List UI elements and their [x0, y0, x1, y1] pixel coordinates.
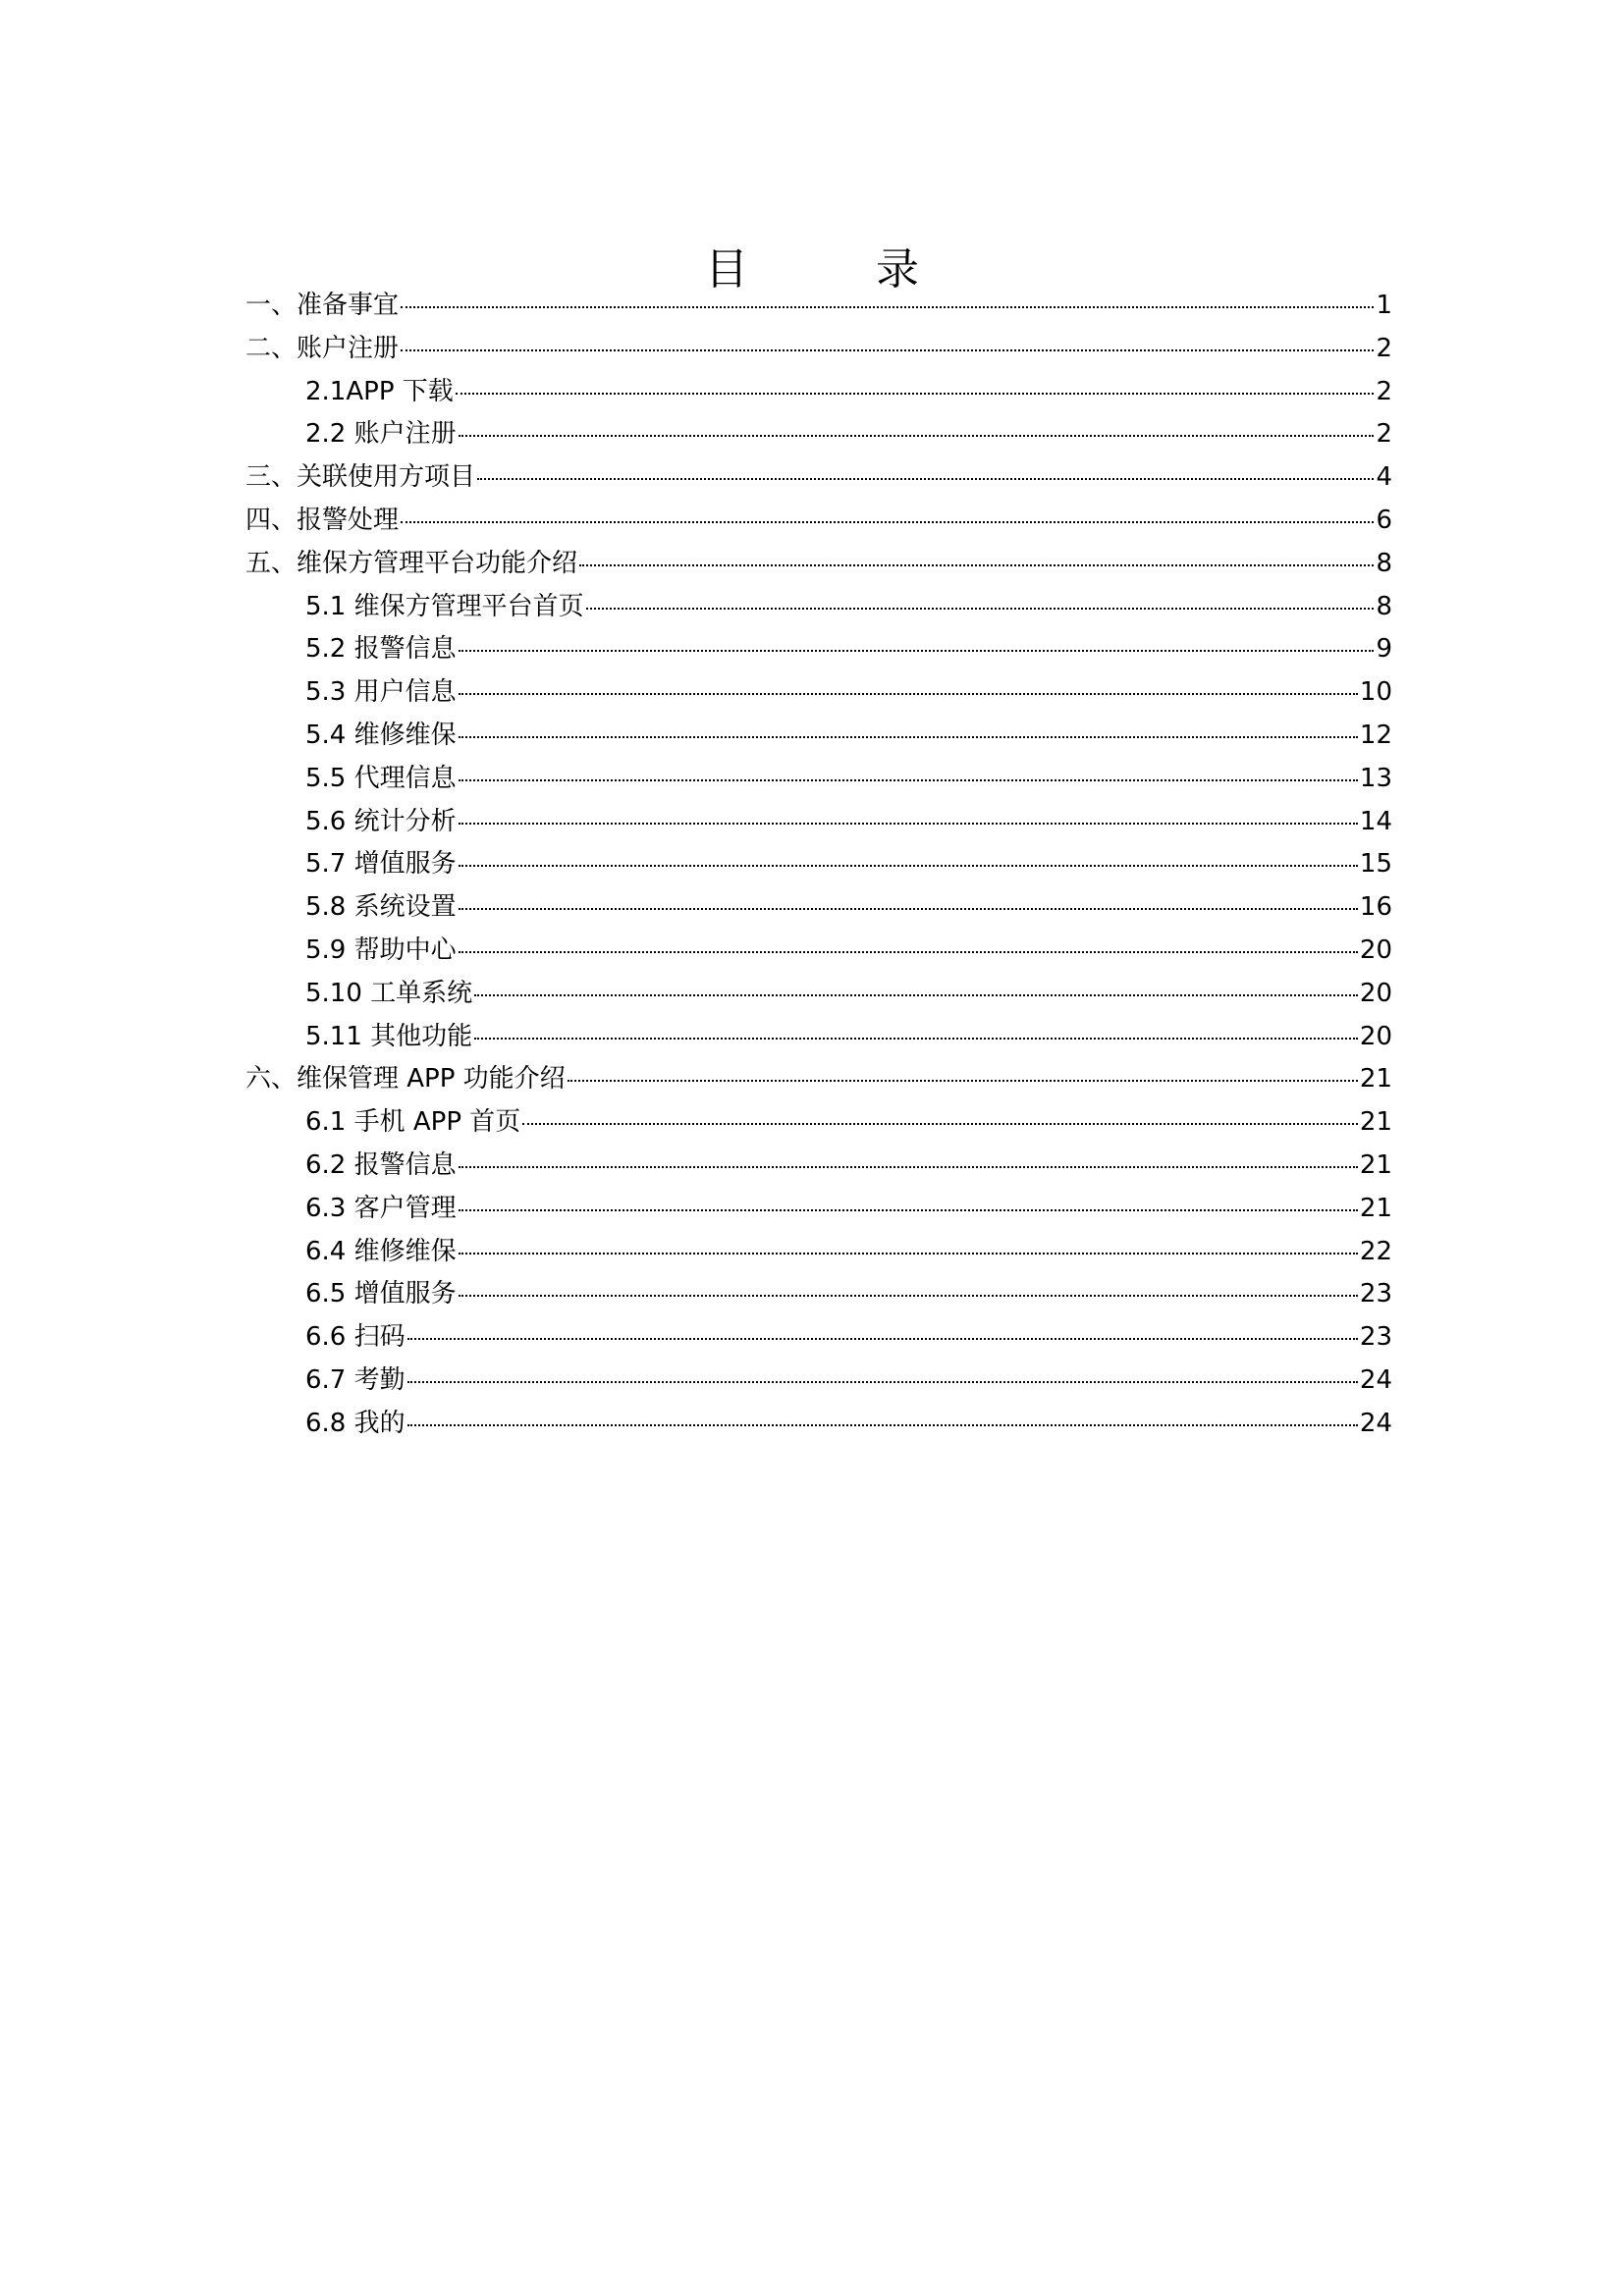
toc-entry-label: 5.8 系统设置 [305, 892, 457, 923]
toc-entry-label: 6.5 增值服务 [305, 1279, 457, 1309]
toc-entry-label: 5.4 维修维保 [305, 720, 457, 750]
toc-entry[interactable] [245, 1360, 1392, 1403]
toc-dot-leader [474, 1038, 1358, 1040]
toc-entry-page-number: 20 [1359, 1021, 1392, 1051]
toc-entry-label: 5.1 维保方管理平台首页 [305, 591, 584, 621]
toc-dot-leader [459, 1295, 1358, 1297]
toc-entry-label: 2.1APP 下载 [305, 376, 454, 406]
toc-dot-leader [459, 693, 1358, 695]
toc-entry-page-number: 16 [1359, 892, 1392, 923]
toc-entry-page-number: 21 [1359, 1149, 1392, 1180]
toc-dot-leader [477, 478, 1374, 480]
table-of-contents [245, 285, 1392, 1446]
toc-entry[interactable] [245, 586, 1392, 629]
toc-entry-page-number: 9 [1376, 634, 1392, 665]
toc-dot-leader [459, 1166, 1358, 1168]
toc-entry-page-number: 10 [1359, 677, 1392, 708]
toc-entry-label: 5.10 工单系统 [305, 978, 473, 1008]
toc-entry-page-number: 21 [1359, 1193, 1392, 1223]
toc-entry[interactable] [245, 371, 1392, 414]
toc-entry[interactable] [245, 758, 1392, 801]
toc-entry-page-number: 2 [1376, 419, 1392, 450]
toc-entry-label: 5.5 代理信息 [305, 763, 457, 793]
toc-title: 目 录 [705, 244, 976, 295]
toc-entry-label: 一、准备事宜 [245, 291, 400, 320]
toc-entry[interactable] [245, 843, 1392, 886]
toc-entry-page-number: 20 [1359, 934, 1392, 965]
toc-dot-leader [407, 1381, 1358, 1383]
toc-entry-page-number: 1 [1376, 291, 1392, 320]
toc-entry[interactable] [245, 1188, 1392, 1231]
toc-entry-label: 5.3 用户信息 [305, 677, 457, 708]
toc-dot-leader [459, 736, 1358, 738]
toc-dot-leader [459, 1209, 1358, 1211]
toc-dot-leader [407, 1338, 1358, 1340]
toc-entry-label: 6.4 维修维保 [305, 1236, 457, 1266]
toc-entry-label: 五、维保方管理平台功能介绍 [245, 548, 578, 578]
toc-entry[interactable] [245, 671, 1392, 715]
toc-entry[interactable] [245, 1273, 1392, 1316]
toc-entry[interactable] [245, 413, 1392, 456]
toc-entry-label: 6.2 报警信息 [305, 1149, 457, 1180]
toc-entry-label: 2.2 账户注册 [305, 419, 457, 450]
toc-dot-leader [522, 1123, 1358, 1125]
toc-entry[interactable] [245, 1316, 1392, 1360]
toc-entry-page-number: 23 [1359, 1279, 1392, 1309]
toc-entry-label: 5.2 报警信息 [305, 634, 457, 665]
toc-entry-label: 5.11 其他功能 [305, 1021, 473, 1051]
toc-entry[interactable] [245, 628, 1392, 671]
toc-entry-label: 6.8 我的 [305, 1408, 406, 1438]
toc-entry[interactable] [245, 1101, 1392, 1145]
toc-dot-leader [474, 994, 1358, 996]
toc-dot-leader [459, 1253, 1358, 1255]
toc-entry[interactable] [245, 973, 1392, 1016]
toc-dot-leader [407, 1424, 1358, 1426]
toc-entry[interactable] [245, 1231, 1392, 1274]
toc-entry-label: 5.9 帮助中心 [305, 934, 457, 965]
toc-entry[interactable] [245, 500, 1392, 543]
toc-dot-leader [401, 521, 1374, 523]
toc-dot-leader [456, 393, 1375, 395]
toc-entry-label: 六、维保管理 APP 功能介绍 [245, 1064, 566, 1095]
toc-entry[interactable] [245, 801, 1392, 844]
toc-entry-label: 三、关联使用方项目 [245, 462, 476, 493]
toc-entry-page-number: 4 [1376, 462, 1392, 493]
toc-entry-page-number: 12 [1359, 720, 1392, 750]
toc-dot-leader [568, 1080, 1358, 1082]
toc-entry-page-number: 15 [1359, 849, 1392, 880]
toc-entry[interactable] [245, 1145, 1392, 1188]
toc-entry-label: 6.3 客户管理 [305, 1193, 457, 1223]
toc-entry-label: 6.7 考勤 [305, 1364, 406, 1395]
toc-entry-page-number: 8 [1376, 591, 1392, 621]
toc-entry-page-number: 21 [1359, 1107, 1392, 1138]
toc-entry[interactable] [245, 285, 1392, 328]
toc-entry[interactable] [245, 328, 1392, 371]
toc-entry-page-number: 21 [1359, 1064, 1392, 1095]
toc-entry[interactable] [245, 1058, 1392, 1101]
toc-entry-page-number: 24 [1359, 1364, 1392, 1395]
toc-entry-label: 四、报警处理 [245, 505, 400, 535]
toc-dot-leader [401, 306, 1374, 308]
toc-entry-page-number: 22 [1359, 1236, 1392, 1266]
toc-entry[interactable] [245, 886, 1392, 930]
toc-entry-page-number: 2 [1376, 376, 1392, 406]
toc-entry-page-number: 8 [1376, 548, 1392, 578]
toc-entry-page-number: 6 [1376, 505, 1392, 535]
toc-entry-label: 6.1 手机 APP 首页 [305, 1107, 521, 1138]
toc-entry-label: 二、账户注册 [245, 333, 400, 363]
toc-entry-page-number: 2 [1376, 333, 1392, 363]
toc-entry-label: 6.6 扫码 [305, 1322, 406, 1353]
toc-entry-label: 5.6 统计分析 [305, 806, 457, 836]
toc-entry[interactable] [245, 1016, 1392, 1059]
toc-entry[interactable] [245, 456, 1392, 500]
toc-dot-leader [459, 779, 1358, 781]
toc-dot-leader [459, 823, 1358, 825]
toc-dot-leader [579, 564, 1374, 566]
toc-entry-page-number: 23 [1359, 1322, 1392, 1353]
toc-dot-leader [586, 608, 1375, 610]
toc-entry-page-number: 24 [1359, 1408, 1392, 1438]
toc-entry[interactable] [245, 543, 1392, 586]
toc-entry-page-number: 20 [1359, 978, 1392, 1008]
toc-dot-leader [459, 865, 1358, 867]
toc-entry[interactable] [245, 1403, 1392, 1446]
toc-dot-leader [459, 650, 1375, 652]
toc-dot-leader [459, 435, 1375, 437]
toc-dot-leader [401, 349, 1374, 351]
toc-entry-page-number: 13 [1359, 763, 1392, 793]
toc-entry-label: 5.7 增值服务 [305, 849, 457, 880]
toc-entry[interactable] [245, 930, 1392, 973]
toc-entry[interactable] [245, 715, 1392, 758]
toc-dot-leader [459, 908, 1358, 910]
toc-entry-page-number: 14 [1359, 806, 1392, 836]
toc-dot-leader [459, 951, 1358, 953]
